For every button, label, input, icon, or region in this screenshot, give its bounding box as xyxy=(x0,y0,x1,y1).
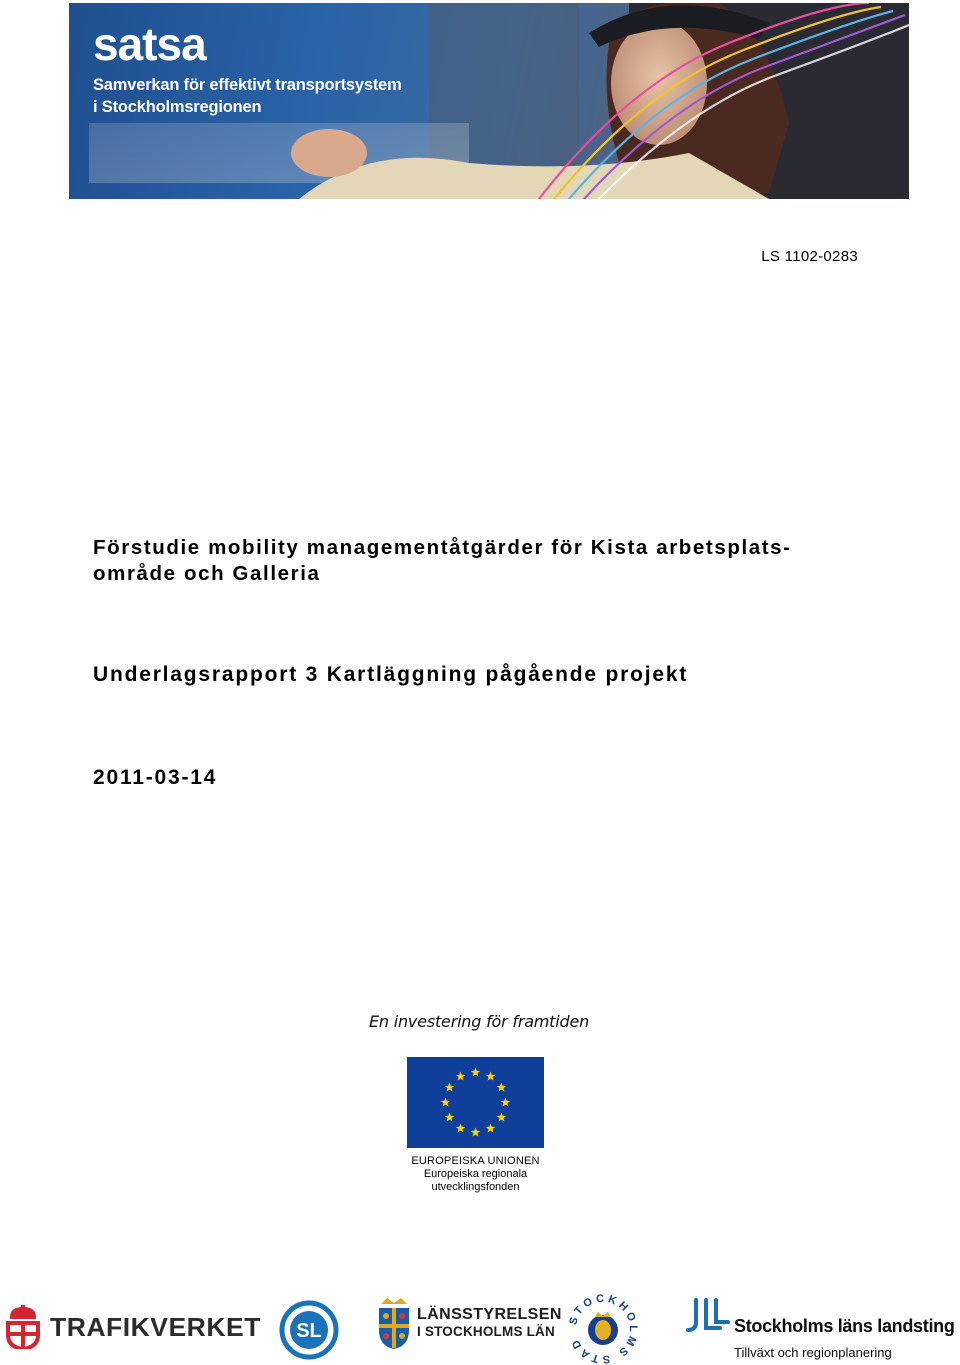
sll-subtitle: Tillväxt och regionplanering xyxy=(734,1345,892,1360)
banner-brand: satsa xyxy=(93,18,206,70)
title-line-2: område och Galleria xyxy=(93,562,321,585)
document-number: LS 1102-0283 xyxy=(761,248,858,265)
sll-name: Stockholms läns landsting xyxy=(734,1316,955,1336)
lansstyrelsen-line-2: I STOCKHOLMS LÄN xyxy=(417,1324,555,1339)
document-date: 2011-03-14 xyxy=(93,766,218,789)
eu-fund-line-2: utvecklingsfonden xyxy=(431,1181,520,1193)
stockholms-stad-seal-icon xyxy=(567,1293,639,1365)
eu-flag-icon xyxy=(407,1057,544,1148)
lansstyrelsen-line-1: LÄNSSTYRELSEN xyxy=(417,1306,562,1323)
sl-label: SL xyxy=(296,1320,322,1342)
header-banner xyxy=(69,3,909,199)
sll-mark-icon xyxy=(686,1298,730,1334)
seal-text: STOCKHOLMS STAD xyxy=(567,1293,639,1365)
document-title xyxy=(93,535,893,587)
funding-slogan: En investering för framtiden xyxy=(369,1012,590,1031)
trafikverket-crown-icon xyxy=(6,1305,40,1349)
title-line-1: Förstudie mobility managementåtgärder för Kista arbetsplats- xyxy=(93,536,792,559)
eu-fund-line-1: Europeiska regionala xyxy=(423,1168,528,1180)
sl-logo-icon xyxy=(276,1300,342,1360)
trafikverket-logo xyxy=(6,1302,261,1352)
trafikverket-wordmark: TRAFIKVERKET xyxy=(50,1311,261,1342)
banner-tagline-2: i Stockholmsregionen xyxy=(93,98,262,116)
document-subtitle: Underlagsrapport 3 Kartläggning pågående projekt xyxy=(93,663,689,686)
banner-tagline-1: Samverkan för effektivt transportsystem xyxy=(93,76,402,94)
sll-logo xyxy=(686,1298,955,1360)
lansstyrelsen-logo xyxy=(377,1296,562,1350)
coat-of-arms-icon xyxy=(377,1296,411,1350)
eu-label: EUROPEISKA UNIONEN xyxy=(411,1155,540,1167)
